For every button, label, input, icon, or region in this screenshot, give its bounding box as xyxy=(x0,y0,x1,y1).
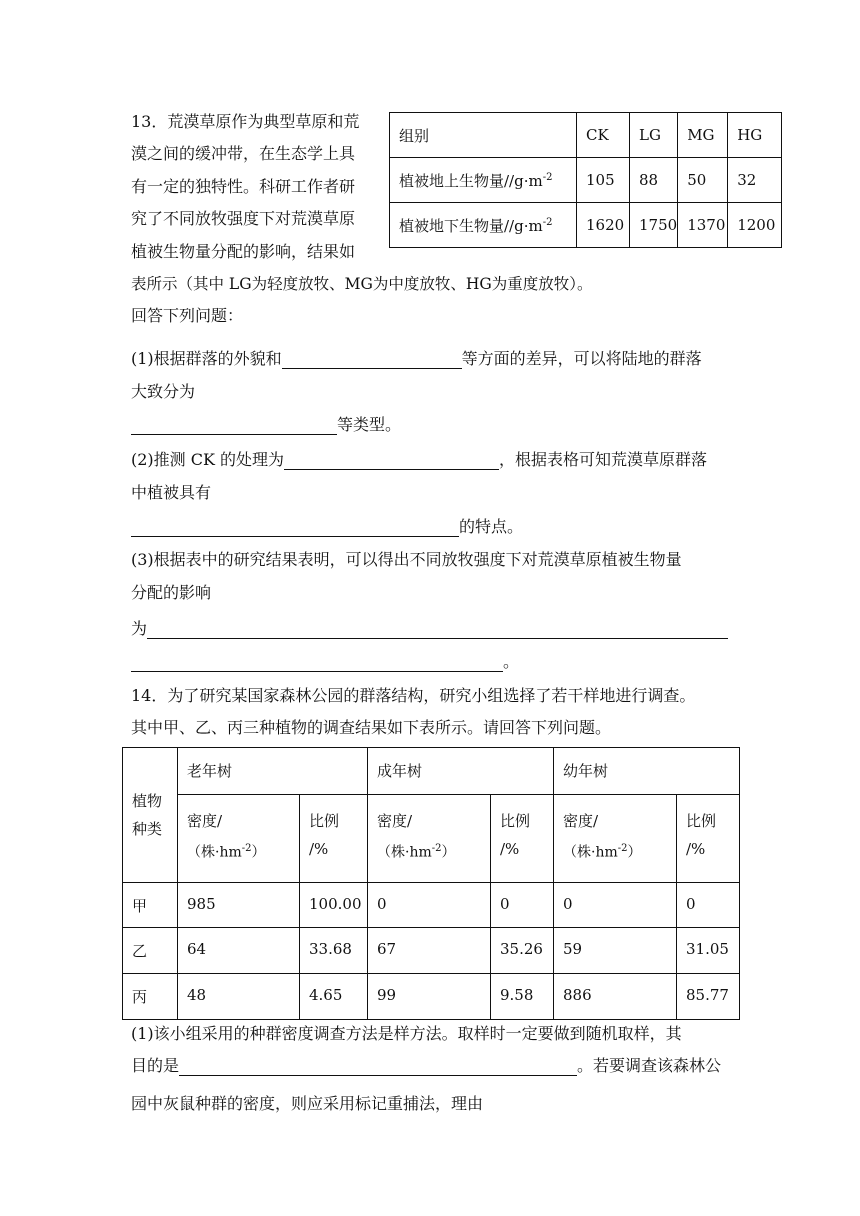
answer-blank[interactable] xyxy=(179,1059,577,1076)
density-unit-text: ） xyxy=(251,844,266,861)
density-header-cell xyxy=(178,795,300,883)
density-unit-text: ） xyxy=(441,844,456,861)
table-cell: 9.58 xyxy=(491,974,554,1020)
answer-blank[interactable] xyxy=(282,352,462,369)
density-unit-text: （株·hm xyxy=(187,844,242,861)
density-unit xyxy=(563,835,676,867)
table-cell: 50 xyxy=(678,158,728,203)
table-cell: 0 xyxy=(491,883,554,928)
table-cell: 100.00 xyxy=(300,883,368,928)
table-cell: 35.26 xyxy=(491,928,554,974)
q13-part1-line: 大致分为 xyxy=(131,382,196,401)
q13-part3-line: (3)根据表中的研究结果表明，可以得出不同放牧强度下对荒漠草原植被生物量 xyxy=(131,550,682,569)
answer-blank[interactable] xyxy=(284,453,499,470)
q13-intro-line: 究了不同放牧强度下对荒漠草原 xyxy=(131,209,356,228)
table-cell: 1750 xyxy=(630,203,678,248)
ratio-header-cell xyxy=(300,795,368,883)
table-row xyxy=(390,203,782,248)
table-cell: 31.05 xyxy=(677,928,740,974)
table-cell: 1370 xyxy=(678,203,728,248)
header-cell: MG xyxy=(678,113,728,158)
species-header-cell xyxy=(123,748,178,883)
table-cell: 32 xyxy=(728,158,782,203)
q13-intro-line: 植被生物量分配的影响，结果如 xyxy=(131,242,356,261)
ratio-unit: /% xyxy=(500,840,520,858)
table-cell: 0 xyxy=(554,883,677,928)
table-cell: 0 xyxy=(677,883,740,928)
q13-part2-line xyxy=(131,517,523,537)
q13-part3-line: 分配的影响 xyxy=(131,583,212,602)
unit-superscript: -2 xyxy=(542,216,553,228)
q13-part1-line xyxy=(131,349,702,369)
density-header-cell xyxy=(554,795,677,883)
q13-biomass-table xyxy=(389,112,782,248)
species-cell: 丙 xyxy=(123,974,178,1020)
ratio-label: 比例 xyxy=(686,812,717,830)
table-cell: 105 xyxy=(577,158,630,203)
answer-blank[interactable] xyxy=(131,520,459,537)
q13-intro-line: 回答下列问题： xyxy=(131,306,244,325)
q13-intro-line: 漠之间的缓冲带，在生态学上具 xyxy=(131,144,356,163)
answer-blank[interactable] xyxy=(131,418,337,435)
species-cell: 乙 xyxy=(123,928,178,974)
table-header-row xyxy=(390,113,782,158)
table-header-row xyxy=(123,748,740,795)
answer-blank[interactable] xyxy=(131,655,503,672)
table-cell: 67 xyxy=(368,928,491,974)
unit-superscript: -2 xyxy=(241,843,252,854)
table-cell: 0 xyxy=(368,883,491,928)
q13-intro-line: 有一定的独特性。科研工作者研 xyxy=(131,177,356,196)
q14-intro-line: 14．为了研究某国家森林公园的群落结构，研究小组选择了若干样地进行调查。 xyxy=(131,686,696,705)
q14-survey-table xyxy=(122,747,740,1020)
table-cell: 64 xyxy=(178,928,300,974)
table-row xyxy=(123,928,740,974)
header-cell: CK xyxy=(577,113,630,158)
q13-part2-line: 中植被具有 xyxy=(131,483,212,502)
q13-p2-text: (2)推测 CK 的处理为 xyxy=(131,450,285,469)
density-label: 密度/ xyxy=(563,812,599,830)
row-label: 植被地下生物量//g·m xyxy=(399,216,543,235)
row-label-cell xyxy=(390,203,577,248)
density-label: 密度/ xyxy=(187,812,223,830)
table-row xyxy=(390,158,782,203)
q13-intro-line: 13．荒漠草原作为典型草原和荒 xyxy=(131,112,360,131)
table-subheader-row xyxy=(123,795,740,883)
ratio-unit: /% xyxy=(309,840,329,858)
table-cell: 99 xyxy=(368,974,491,1020)
ratio-label: 比例 xyxy=(309,812,340,830)
ratio-label: 比例 xyxy=(500,812,531,830)
group-header-cell: 老年树 xyxy=(178,748,368,795)
q13-p3-text: 。 xyxy=(503,652,520,671)
ratio-header-cell xyxy=(677,795,740,883)
q13-p2-text: 的特点。 xyxy=(459,517,524,536)
ratio-unit: /% xyxy=(686,840,706,858)
q14-p1-text: 。若要调查该森林公 xyxy=(577,1056,722,1075)
density-unit xyxy=(187,835,299,867)
q14-part1-line: 园中灰鼠种群的密度，则应采用标记重捕法，理由 xyxy=(131,1094,484,1113)
q14-part1-line: (1)该小组采用的种群密度调查方法是样方法。取样时一定要做到随机取样，其 xyxy=(131,1024,682,1043)
table-row xyxy=(123,974,740,1020)
unit-superscript: -2 xyxy=(542,171,553,183)
species-cell: 甲 xyxy=(123,883,178,928)
q13-intro-line: 表所示（其中 LG为轻度放牧、MG为中度放牧、HG为重度放牧）。 xyxy=(131,275,593,293)
table-cell: 985 xyxy=(178,883,300,928)
unit-superscript: -2 xyxy=(431,843,442,854)
table-cell: 33.68 xyxy=(300,928,368,974)
q13-p3-text: 为 xyxy=(131,619,148,638)
q14-part1-line xyxy=(131,1056,721,1076)
density-header-cell xyxy=(368,795,491,883)
q13-p1-text: 等方面的差异，可以将陆地的群落 xyxy=(461,349,702,368)
density-unit-text: （株·hm xyxy=(377,844,432,861)
group-header-cell: 成年树 xyxy=(368,748,554,795)
species-header: 植物种类 xyxy=(132,792,163,838)
header-cell: LG xyxy=(630,113,678,158)
ratio-header-cell xyxy=(491,795,554,883)
unit-superscript: -2 xyxy=(617,843,628,854)
table-cell: 4.65 xyxy=(300,974,368,1020)
table-cell: 85.77 xyxy=(677,974,740,1020)
group-header-cell: 幼年树 xyxy=(554,748,740,795)
q13-part2-line xyxy=(131,450,707,470)
row-label: 植被地上生物量//g·m xyxy=(399,171,543,190)
table-cell: 1620 xyxy=(577,203,630,248)
table-cell: 48 xyxy=(178,974,300,1020)
table-cell: 59 xyxy=(554,928,677,974)
q14-intro-line: 其中甲、乙、丙三种植物的调查结果如下表所示。请回答下列问题。 xyxy=(131,718,612,737)
row-label-cell xyxy=(390,158,577,203)
q13-p2-text: ，根据表格可知荒漠草原群落 xyxy=(499,450,708,469)
q13-part1-line xyxy=(131,415,401,435)
density-unit xyxy=(377,835,490,867)
header-cell: 组别 xyxy=(390,113,577,158)
density-unit-text: ） xyxy=(627,844,642,861)
table-cell: 1200 xyxy=(728,203,782,248)
density-label: 密度/ xyxy=(377,812,413,830)
table-row xyxy=(123,883,740,928)
q14-p1-text: 目的是 xyxy=(131,1056,180,1075)
q13-part3-line xyxy=(131,652,519,672)
header-cell: HG xyxy=(728,113,782,158)
table-cell: 88 xyxy=(630,158,678,203)
q13-p1-text: (1)根据群落的外貌和 xyxy=(131,349,282,368)
table-cell: 886 xyxy=(554,974,677,1020)
density-unit-text: （株·hm xyxy=(563,844,618,861)
q13-p1-text: 等类型。 xyxy=(337,415,402,434)
q13-part3-line xyxy=(131,619,728,639)
answer-blank[interactable] xyxy=(147,622,728,639)
